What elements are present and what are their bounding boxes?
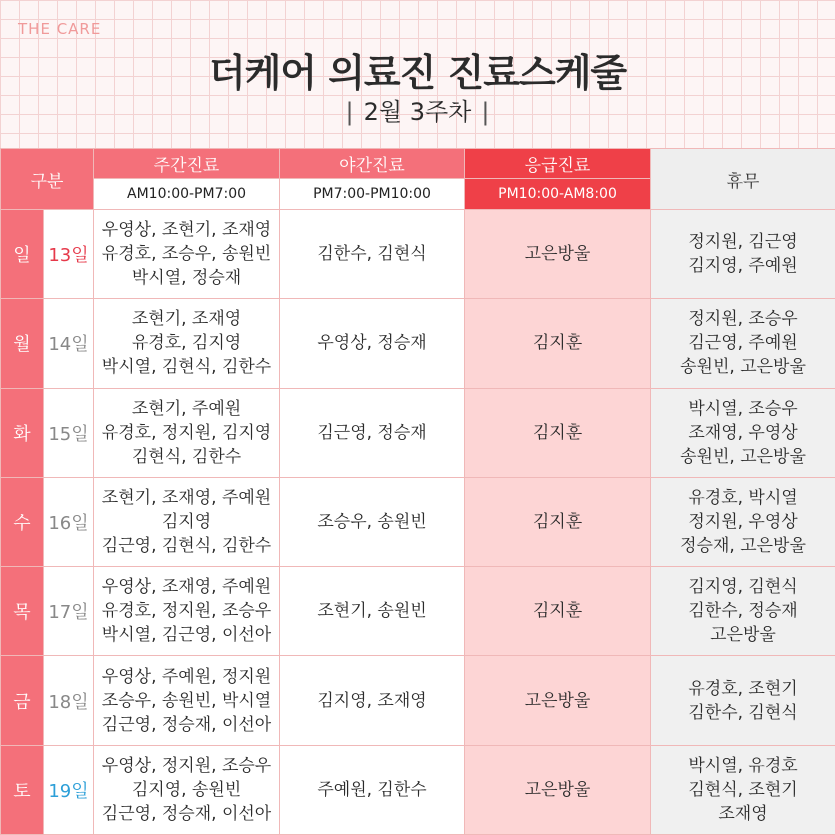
header-group: 구분 <box>1 149 94 210</box>
table-row <box>1 567 835 656</box>
weekday-label: 토 <box>1 745 44 834</box>
staff-names-line: 유경호, 조현기 <box>688 678 798 699</box>
staff-names-line: 김지영, 송원빈 <box>131 779 242 800</box>
staff-names-line: 유경호, 김지영 <box>131 333 242 354</box>
date-label: 18일 <box>44 656 94 745</box>
staff-names-line: 김한수, 정승재 <box>688 601 798 622</box>
night-shift-cell <box>280 656 465 745</box>
header-day-shift: 주간진료 <box>94 149 280 179</box>
emergency-shift-cell <box>465 477 651 566</box>
emergency-shift-cell <box>465 299 651 388</box>
emergency-shift-cell <box>465 656 651 745</box>
staff-names-line: 조승우, 송원빈 <box>317 511 427 532</box>
header-night-shift: 야간진료 <box>280 149 465 179</box>
brand-logo-text: THE CARE <box>18 20 102 38</box>
staff-names-line: 박시열, 김현식, 김한수 <box>101 357 272 378</box>
night-shift-cell <box>280 567 465 656</box>
staff-names-line: 송원빈, 고은방울 <box>680 357 806 378</box>
staff-names-line: 박시열, 정승재 <box>131 268 242 289</box>
staff-names-line: 김지영, 김현식 <box>688 577 798 598</box>
staff-names-line: 김지훈 <box>532 333 583 354</box>
table-row <box>1 656 835 745</box>
staff-names-line: 박시열, 김근영, 이선아 <box>101 625 272 646</box>
staff-names-line: 김현식, 조현기 <box>688 779 798 800</box>
emergency-shift-cell <box>465 745 651 834</box>
staff-names-line: 김현식, 김한수 <box>131 446 242 467</box>
off-duty-cell <box>651 477 835 566</box>
staff-names-line: 우영상, 정지원, 조승우 <box>101 755 272 776</box>
page-title: 더케어 의료진 진료스케줄 <box>208 51 627 95</box>
day-shift-cell <box>94 567 280 656</box>
date-label: 19일 <box>44 745 94 834</box>
weekday-label: 일 <box>1 210 44 299</box>
date-label: 16일 <box>44 477 94 566</box>
table-row <box>1 745 835 834</box>
day-shift-cell <box>94 477 280 566</box>
staff-names-line: 고은방울 <box>524 244 591 265</box>
staff-names-line: 김지영, 조재영 <box>317 690 427 711</box>
staff-names-line: 조재영, 우영상 <box>688 422 798 443</box>
staff-names-line: 김한수, 김현식 <box>688 702 798 723</box>
staff-names-line: 정승재, 고은방울 <box>680 535 806 556</box>
day-shift-cell <box>94 210 280 299</box>
staff-names-line: 박시열, 조승우 <box>688 398 798 419</box>
off-duty-cell <box>651 388 835 477</box>
staff-names-line: 유경호, 정지원, 김지영 <box>101 422 272 443</box>
night-shift-cell <box>280 299 465 388</box>
off-duty-cell <box>651 745 835 834</box>
day-shift-cell <box>94 388 280 477</box>
table-row <box>1 477 835 566</box>
table-row <box>1 388 835 477</box>
day-shift-cell <box>94 299 280 388</box>
staff-names-line: 우영상, 조재영, 주예원 <box>101 577 272 598</box>
staff-names-line: 김근영, 정승재, 이선아 <box>101 714 272 735</box>
header-emergency: 응급진료 <box>465 149 651 179</box>
staff-names-line: 조현기, 주예원 <box>131 398 242 419</box>
off-duty-cell <box>651 299 835 388</box>
header-day-time: AM10:00-PM7:00 <box>94 179 280 210</box>
schedule-table <box>0 148 835 835</box>
staff-names-line: 박시열, 유경호 <box>688 755 798 776</box>
weekday-label: 목 <box>1 567 44 656</box>
off-duty-cell <box>651 656 835 745</box>
staff-names-line: 김지영 <box>161 511 212 532</box>
staff-names-line: 유경호, 박시열 <box>688 487 798 508</box>
staff-names-line: 김근영, 정승재, 이선아 <box>101 803 272 824</box>
staff-names-line: 우영상, 조현기, 조재영 <box>101 220 272 241</box>
night-shift-cell <box>280 477 465 566</box>
table-row <box>1 210 835 299</box>
emergency-shift-cell <box>465 567 651 656</box>
staff-names-line: 고은방울 <box>524 779 591 800</box>
night-shift-cell <box>280 745 465 834</box>
night-shift-cell <box>280 210 465 299</box>
staff-names-line: 김근영, 정승재 <box>317 422 427 443</box>
staff-names-line: 조재영 <box>718 803 768 824</box>
date-label: 15일 <box>44 388 94 477</box>
staff-names-line: 조현기, 송원빈 <box>317 601 427 622</box>
weekday-label: 수 <box>1 477 44 566</box>
day-shift-cell <box>94 656 280 745</box>
staff-names-line: 조현기, 조재영 <box>131 309 242 330</box>
date-label: 13일 <box>44 210 94 299</box>
staff-names-line: 김지영, 주예원 <box>688 256 798 277</box>
staff-names-line: 고은방울 <box>524 690 591 711</box>
header-emergency-time: PM10:00-AM8:00 <box>465 179 651 210</box>
staff-names-line: 김한수, 김현식 <box>317 244 427 265</box>
staff-names-line: 김근영, 김현식, 김한수 <box>101 535 272 556</box>
staff-names-line: 정지원, 조승우 <box>688 309 798 330</box>
table-row <box>1 299 835 388</box>
staff-names-line: 정지원, 우영상 <box>688 511 798 532</box>
staff-names-line: 김지훈 <box>532 511 583 532</box>
staff-names-line: 우영상, 정승재 <box>317 333 427 354</box>
off-duty-cell <box>651 210 835 299</box>
off-duty-cell <box>651 567 835 656</box>
staff-names-line: 유경호, 조승우, 송원빈 <box>101 244 272 265</box>
date-label: 17일 <box>44 567 94 656</box>
staff-names-line: 유경호, 정지원, 조승우 <box>101 601 272 622</box>
staff-names-line: 주예원, 김한수 <box>317 779 427 800</box>
staff-names-line: 김근영, 주예원 <box>688 333 798 354</box>
staff-names-line: 조현기, 조재영, 주예원 <box>101 487 272 508</box>
staff-names-line: 송원빈, 고은방울 <box>680 446 806 467</box>
subtitle-bar-left: | <box>345 98 354 126</box>
subtitle-bar-right: | <box>481 98 490 126</box>
emergency-shift-cell <box>465 388 651 477</box>
schedule-body <box>1 210 835 835</box>
header-night-time: PM7:00-PM10:00 <box>280 179 465 210</box>
staff-names-line: 김지훈 <box>532 422 583 443</box>
staff-names-line: 고은방울 <box>710 625 776 646</box>
night-shift-cell <box>280 388 465 477</box>
weekday-label: 화 <box>1 388 44 477</box>
staff-names-line: 김지훈 <box>532 601 583 622</box>
subtitle-week: 2월 3주차 <box>363 98 472 126</box>
staff-names-line: 조승우, 송원빈, 박시열 <box>101 690 272 711</box>
day-shift-cell <box>94 745 280 834</box>
weekday-label: 월 <box>1 299 44 388</box>
weekday-label: 금 <box>1 656 44 745</box>
page-subtitle <box>0 92 835 127</box>
emergency-shift-cell <box>465 210 651 299</box>
date-label: 14일 <box>44 299 94 388</box>
staff-names-line: 정지원, 김근영 <box>688 232 798 253</box>
header-off: 휴무 <box>651 149 835 210</box>
staff-names-line: 우영상, 주예원, 정지원 <box>101 666 272 687</box>
